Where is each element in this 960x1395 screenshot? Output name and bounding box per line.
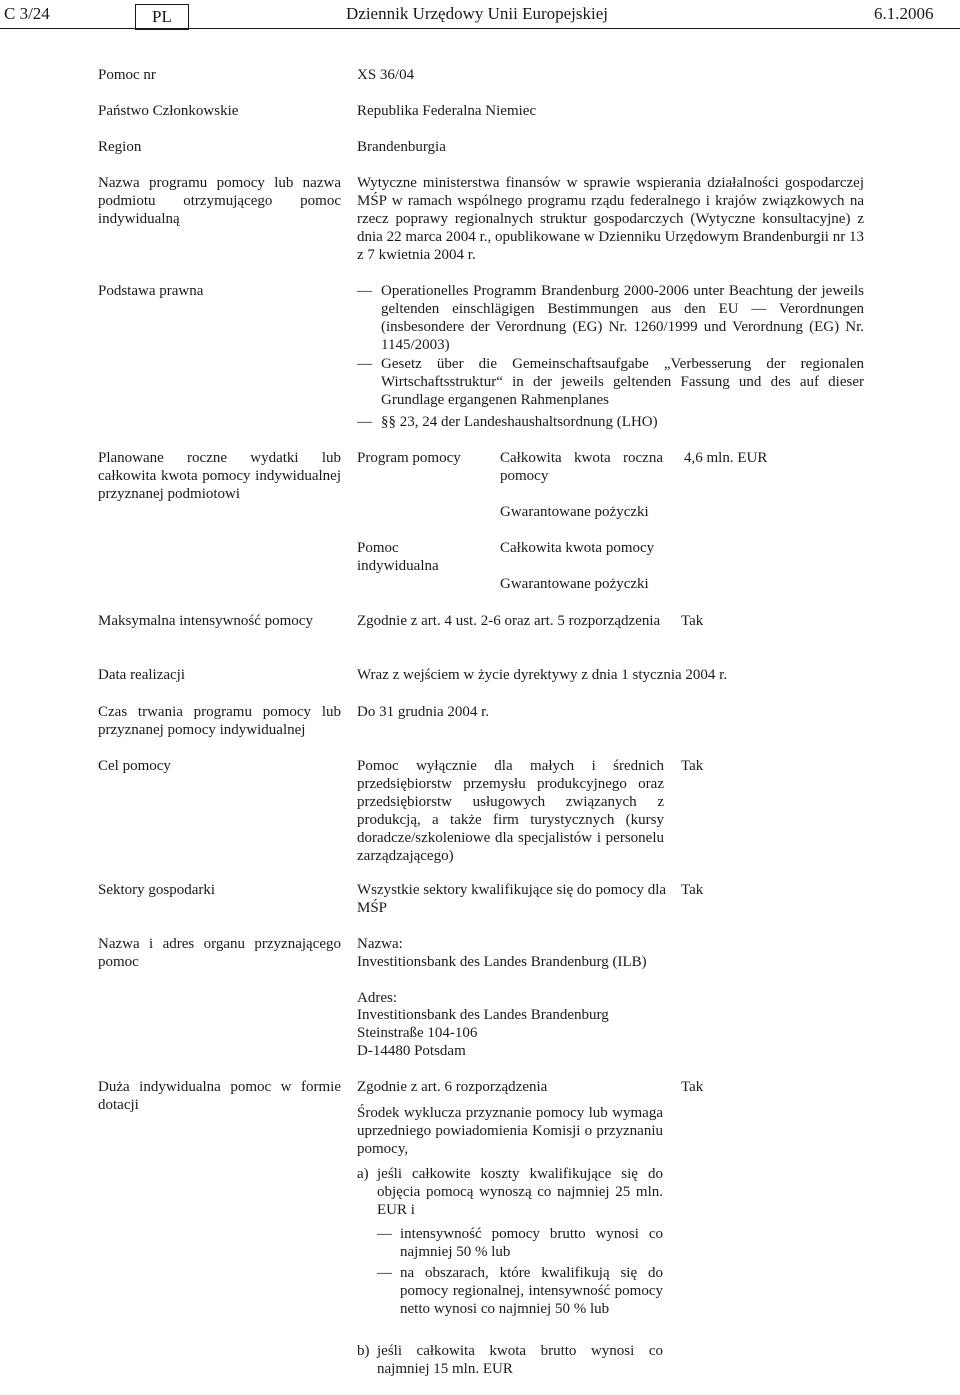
legal-basis-item-2: Gesetz über die Gemeinschaftsaufgabe „Verbesserung der regionalen Wirtschaftsstruktur“ in der jeweils geltenden Fassung und des auf dieser Grundlage ergangenen Rahmenplanes (381, 356, 864, 408)
legal-basis-item-1: Operationelles Programm Brandenburg 2000-2006 unter Beachtung der jeweils geltenden einschlägigen Bestimmungen aus den EU — Verordnungen (insbesondere der Verordnung (EG) Nr. 1260/1999 und Verordnung (EG) Nr. 1145/2003) (381, 283, 864, 353)
large-grants-sub-2: na obszarach, które kwalifikują się do pomocy regionalnej, intensywność pomocy netto wynosi co najmniej 50 % lub (400, 1265, 663, 1317)
value-region: Brandenburgia (357, 139, 446, 155)
label-duration: Czas trwania programu pomocy lub przyznanej pomocy indywidualnej (98, 704, 341, 738)
label-objective: Cel pomocy (98, 758, 171, 774)
label-aid-number: Pomoc nr (98, 67, 156, 83)
value-member-state: Republika Federalna Niemiec (357, 103, 537, 119)
legal-basis-dash-1: — (357, 283, 372, 299)
journal-title: Dziennik Urzędowy Unii Europejskiej (346, 4, 609, 23)
flag-large-grants: Tak (681, 1079, 704, 1095)
label-sectors: Sektory gospodarki (98, 882, 216, 898)
authority-address-line-1: Investitionsbank des Landes Brandenburg (357, 1007, 609, 1023)
expenditure-scheme-annual: Całkowita kwota roczna pomocy (500, 450, 663, 484)
expenditure-scheme-loans: Gwarantowane pożyczki (500, 504, 649, 520)
value-duration: Do 31 grudnia 2004 r. (357, 704, 490, 720)
authority-name: Investitionsbank des Landes Brandenburg (ILB) (357, 954, 647, 970)
label-region: Region (98, 139, 142, 155)
label-implementation: Data realizacji (98, 667, 186, 683)
value-title: Wytyczne ministerstwa finansów w sprawie wspierania działalności gospodarczej MŚP w ramach wspólnego programu rządu federalnego i krajów związkowych na rzecz poprawy regionalnych struktur gospodarczych (Wytyczne konsultacyjne) z dnia 22 marca 2004 r., opublikowane w Dzienniku Urzędowym Brandenburgii nr 13 z 7 kwietnia 2004 r. (357, 175, 864, 263)
large-grants-sub-dash-1: — (377, 1226, 392, 1242)
large-grants-sub-dash-2: — (377, 1265, 392, 1281)
label-intensity: Maksymalna intensywność pomocy (98, 613, 313, 629)
label-legal-basis: Podstawa prawna (98, 283, 204, 299)
value-intensity: Zgodnie z art. 4 ust. 2-6 oraz art. 5 rozporządzenia (357, 613, 661, 629)
label-large-grants: Duża indywidualna pomoc w formie dotacji (98, 1079, 341, 1113)
authority-address-label: Adres: (357, 990, 397, 1006)
legal-basis-item-3: §§ 23, 24 der Landeshaushaltsordnung (LHO) (381, 414, 658, 430)
flag-objective: Tak (681, 758, 704, 774)
expenditure-scheme-amount: 4,6 mln. EUR (684, 450, 768, 466)
value-large-grants: Zgodnie z art. 6 rozporządzenia (357, 1079, 548, 1095)
authority-name-label: Nazwa: (357, 936, 403, 952)
value-objective: Pomoc wyłącznie dla małych i średnich przedsiębiorstw przemysłu produkcyjnego oraz przedsiębiorstw usługowych związanych z produkcją, a także firm turystycznych (kursy doradcze/szkoleniowe dla specjalistów i personelu zarządzającego) (357, 758, 664, 864)
label-title: Nazwa programu pomocy lub nazwa podmiotu otrzymującego pomoc indywidualną (98, 175, 341, 227)
flag-intensity: Tak (681, 613, 704, 629)
expenditure-scheme: Program pomocy (357, 450, 461, 466)
flag-sectors: Tak (681, 882, 704, 898)
page-reference: C 3/24 (4, 4, 50, 23)
large-grants-point-a-marker: a) (357, 1166, 369, 1182)
label-member-state: Państwo Członkowskie (98, 103, 239, 119)
value-sectors: Wszystkie sektory kwalifikujące się do pomocy dla MŚP (357, 882, 667, 916)
legal-basis-dash-3: — (357, 414, 372, 430)
large-grants-paragraph: Środek wyklucza przyznanie pomocy lub wymaga uprzedniego powiadomienia Komisji o przyznaniu pomocy, (357, 1105, 663, 1157)
large-grants-point-a: jeśli całkowite koszty kwalifikujące się do objęcia pomocą wynoszą co najmniej 25 mln. EUR i (377, 1166, 663, 1218)
expenditure-individual: Pomoc indywidualna (357, 540, 439, 574)
authority-address-line-2: Steinstraße 104-106 (357, 1025, 478, 1041)
language-badge: PL (135, 4, 189, 30)
label-expenditure: Planowane roczne wydatki lub całkowita kwota pomocy indywidualnej przyznanej podmiotowi (98, 450, 341, 502)
header-rule (0, 28, 960, 29)
authority-address-line-3: D-14480 Potsdam (357, 1043, 466, 1059)
value-implementation: Wraz z wejściem w życie dyrektywy z dnia 1 stycznia 2004 r. (357, 667, 728, 683)
expenditure-individual-total: Całkowita kwota pomocy (500, 540, 655, 556)
large-grants-sub-1: intensywność pomocy brutto wynosi co najmniej 50 % lub (400, 1226, 663, 1260)
legal-basis-dash-2: — (357, 356, 372, 372)
large-grants-point-b-marker: b) (357, 1343, 370, 1359)
label-authority: Nazwa i adres organu przyznającego pomoc (98, 936, 341, 970)
large-grants-point-b: jeśli całkowita kwota brutto wynosi co najmniej 15 mln. EUR (377, 1343, 663, 1377)
value-aid-number: XS 36/04 (357, 67, 415, 83)
page-header (0, 2, 960, 26)
journal-date: 6.1.2006 (874, 4, 934, 23)
expenditure-individual-loans: Gwarantowane pożyczki (500, 576, 649, 592)
